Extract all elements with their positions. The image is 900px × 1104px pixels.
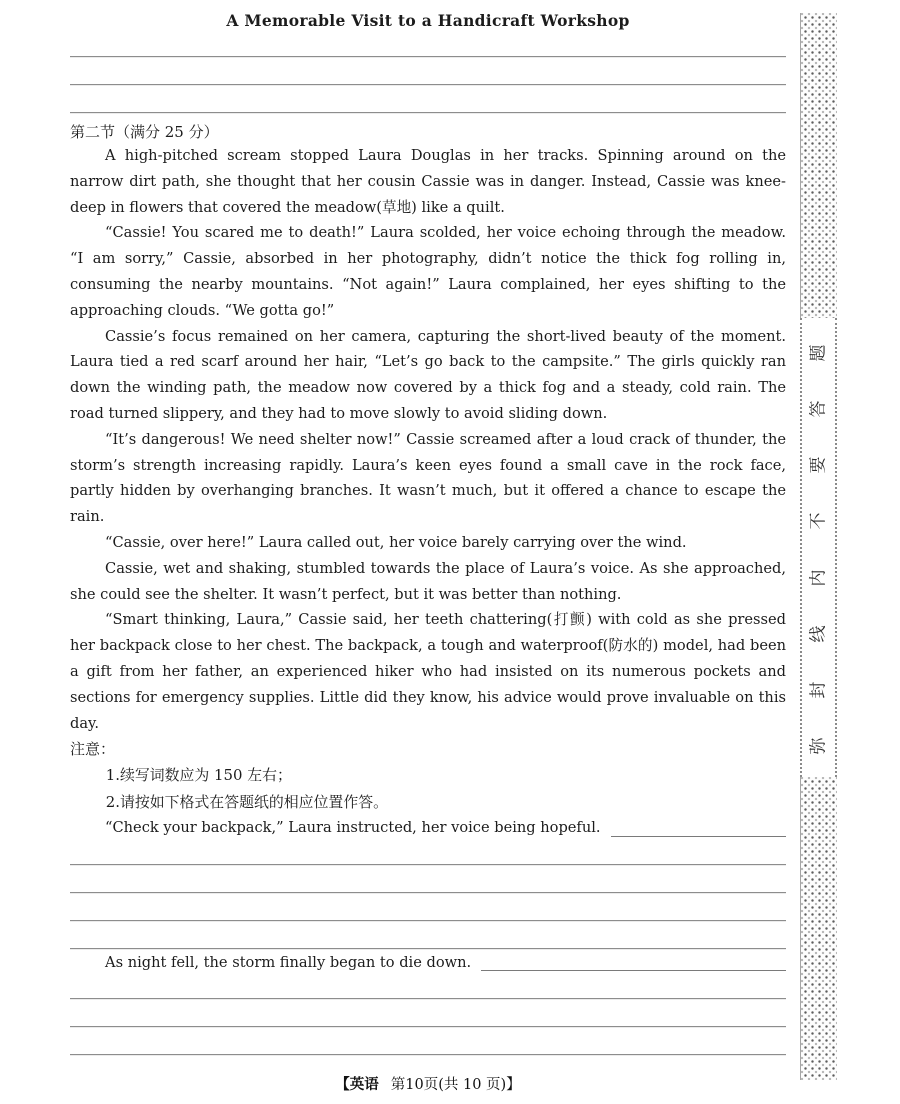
prompt-sentence-2: As night fell, the storm finally began to die down. (105, 953, 472, 971)
notice-item: 2.请按如下格式在答题纸的相应位置作答。 (105, 792, 388, 811)
seal-char: 封 (808, 681, 829, 699)
section-header: 第二节（满分 25 分） (70, 123, 219, 141)
answer-line (70, 920, 786, 921)
prompt-sentence-row (70, 950, 786, 977)
seal-char: 题 (808, 344, 829, 362)
answer-line (70, 84, 786, 85)
prompt-sentence-1: “Check your backpack,” Laura instructed, her voice being hopeful. (105, 819, 601, 837)
story-paragraph: “Cassie, over here!” Laura called out, her voice barely carrying over the wind. (105, 533, 687, 551)
seal-char: 要 (808, 456, 829, 474)
answer-line (70, 948, 786, 949)
story-paragraph: “Smart thinking, Laura,” Cassie said, her teeth chattering(打颤) with cold as she pressed her backpack close to her chest. The backpack, a tough and waterproof(防水的) model, had been a gift from her father, an experienced hiker who had insisted on its numerous pockets and sections for emergency supplies. Little did they know, his advice would prove invaluable on this day. (70, 611, 786, 732)
seal-halftone-top (800, 13, 837, 318)
answer-line (70, 864, 786, 865)
write-on-line (481, 970, 786, 971)
notice-label: 注意： (70, 740, 116, 759)
seal-char: 不 (808, 512, 829, 530)
seal-char: 内 (808, 569, 829, 587)
seal-char: 弥 (808, 737, 829, 755)
seal-char: 答 (808, 400, 829, 418)
answer-line (70, 1054, 786, 1055)
prompt-sentence-row (70, 815, 786, 842)
answer-lines-bottom (70, 998, 786, 1055)
story-paragraph: Cassie, wet and shaking, stumbled towards the place of Laura’s voice. As she approached, she could see the shelter. It wasn’t perfect, but it was better than nothing. (70, 559, 786, 603)
footer-page-number: 第10页(共 10 页)】 (390, 1077, 521, 1094)
answer-line (70, 112, 786, 113)
seal-text-window (800, 318, 837, 777)
story-paragraph: A high-pitched scream stopped Laura Douglas in her tracks. Spinning around on the narrow dirt path, she thought that her cousin Cassie was in danger. Instead, Cassie was knee-deep in flowers that covered the meadow(草地) like a quilt. (70, 147, 786, 216)
seal-char: 线 (808, 625, 829, 643)
answer-line (70, 1026, 786, 1027)
footer-subject: 【英语 (335, 1076, 379, 1094)
story-paragraph: Cassie’s focus remained on her camera, capturing the short-lived beauty of the moment. Laura tied a red scarf around her hair, “Let’s go back to the campsite.” The girls quickly ran down the winding path, the meadow now covered by a thick fog and a steady, cold rain. The road turned slippery, and they had to move slowly to avoid sliding down. (70, 327, 786, 422)
notice-item: 1.续写词数应为 150 左右； (105, 766, 292, 785)
answer-line (70, 892, 786, 893)
story-paragraph: “Cassie! You scared me to death!” Laura scolded, her voice echoing through the meadow. “I am sorry,” Cassie, absorbed in her photography, didn’t notice the thick fog rolling in, consuming the nearby mountains. “Not again!” Laura complained, her eyes shifting to the approaching clouds. “We gotta go!” (70, 224, 786, 319)
story-paragraph: “It’s dangerous! We need shelter now!” Cassie screamed after a loud crack of thunder, the storm’s strength increasing rapidly. Laura’s keen eyes found a small cave in the rock face, partly hidden by overhanging branches. It wasn’t much, but it offered a chance to escape the rain. (70, 430, 786, 526)
seal-strip (800, 13, 837, 1080)
answer-lines-middle (70, 864, 786, 949)
write-on-line (611, 836, 786, 837)
seal-halftone-bottom (800, 777, 837, 1080)
page-title: A Memorable Visit to a Handicraft Workshop (226, 11, 630, 30)
answer-line (70, 998, 786, 999)
page-content (70, 0, 786, 1094)
answer-lines-top (70, 56, 786, 113)
page-footer (70, 1073, 786, 1094)
answer-line (70, 56, 786, 57)
